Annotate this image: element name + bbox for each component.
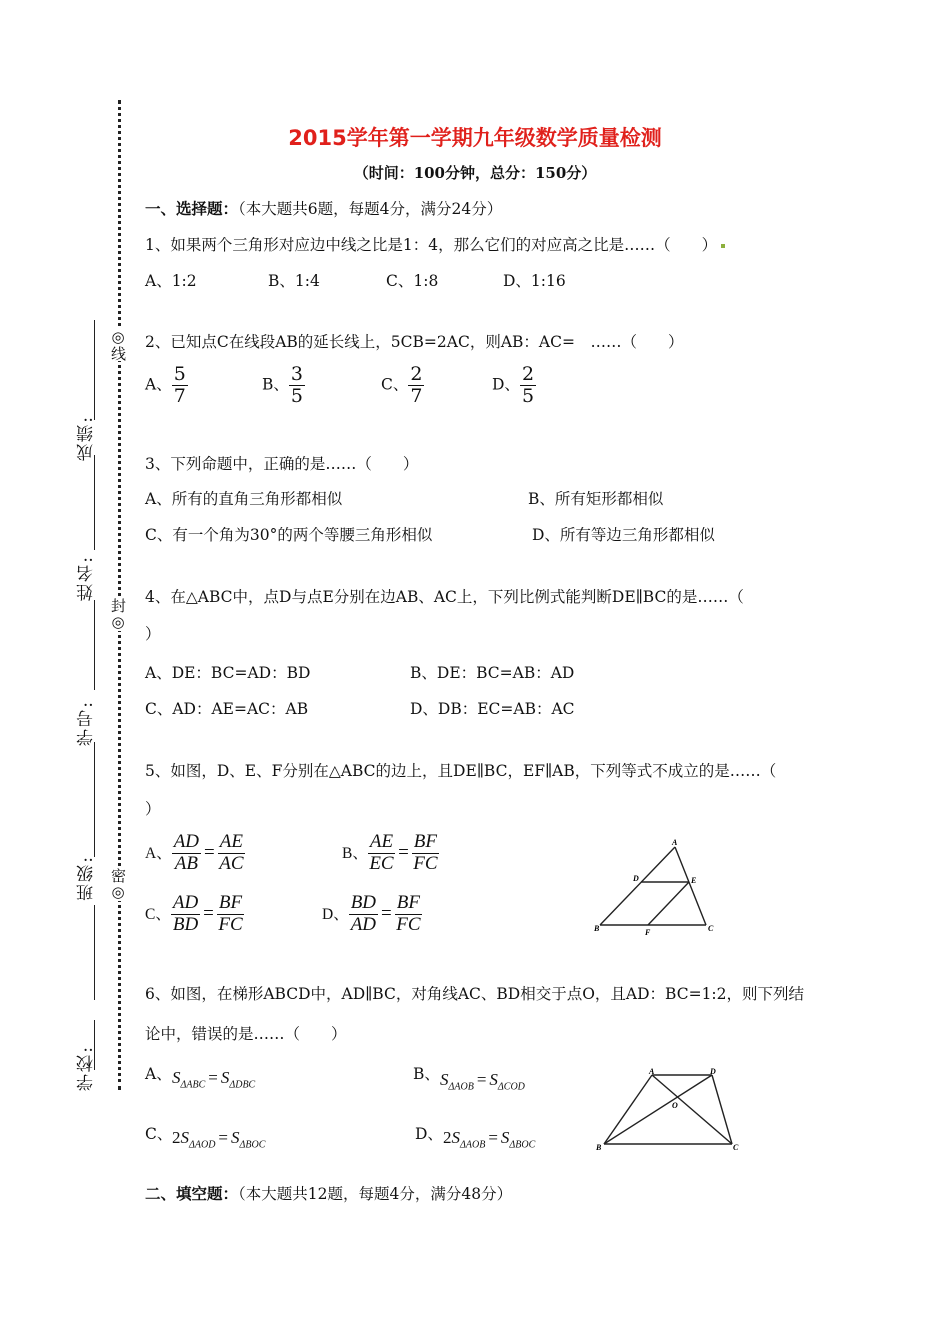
fraction: $\frac{2}{5}$ (521, 363, 535, 407)
q1-option-d[interactable]: D、1:16 (503, 272, 566, 290)
segment-ac (675, 847, 706, 925)
label-b: B (596, 1143, 602, 1152)
q6-option-a[interactable]: $S_{\Delta ABC} = S_{\Delta DBC}$ (172, 1068, 256, 1091)
fraction: $\frac{5}{7}$ (173, 363, 186, 407)
fraction: $\frac{2}{7}$ (410, 363, 423, 407)
fraction: $\frac{BD}{AD}$ (350, 892, 377, 935)
q4-option-c[interactable]: C、AD：AE=AC：AB (145, 700, 309, 718)
q6-stem-line2: 论中，错误的是……（ ） (145, 1025, 347, 1043)
fraction: $\frac{BF}{FC}$ (413, 831, 438, 874)
q4-stem: 4、在△ABC中，点D与点E分别在边AB、AC上，下列比例式能判断DE∥BC的是……（ (145, 588, 744, 606)
trapezoid-figure (592, 1066, 747, 1156)
q4-option-b[interactable]: B、DE：BC=AB：AD (410, 664, 575, 682)
diagonal-ac (652, 1075, 732, 1144)
q2-stem: 2、已知点C在线段AB的延长线上，5CB=2AC，则AB：AC= ……（ ） (145, 333, 684, 351)
q6-option-b[interactable]: $S_{\Delta AOB} = S_{\Delta COD}$ (440, 1070, 525, 1093)
label-f: F (645, 928, 651, 937)
fraction: $\frac{AD}{AB}$ (173, 831, 200, 874)
exam-subtitle: （时间：100分钟，总分：150分） (353, 164, 597, 182)
q4-option-a[interactable]: A、DE：BC=AD：BD (145, 664, 311, 682)
q3-option-b[interactable]: B、所有矩形都相似 (528, 490, 664, 508)
q1-option-c[interactable]: C、1:8 (386, 272, 439, 290)
line-mark: ◎线 (109, 328, 127, 361)
section2-header (145, 1182, 512, 1204)
q2-option-b[interactable]: B、 $\frac{3}{5}$ (262, 363, 303, 407)
name-label: 姓名: (77, 555, 97, 601)
label-a: A (649, 1067, 655, 1076)
fraction: $\frac{AE}{EC}$ (369, 831, 394, 874)
label-o: O (672, 1101, 678, 1110)
fraction: $\frac{3}{5}$ (290, 363, 303, 407)
q2-option-c[interactable]: C、 $\frac{2}{7}$ (381, 363, 423, 407)
q4-stem-end: ） (145, 625, 161, 643)
label-c: C (708, 924, 714, 933)
school-label: 学校: (77, 1045, 97, 1091)
label-b: B (594, 924, 600, 933)
top-blank[interactable] (94, 320, 95, 420)
section1-note: （本大题共6题，每题4分，满分24分） (238, 200, 503, 218)
q5-option-b[interactable]: B、 $\frac{AE}{EC}$ = $\frac{BF}{FC}$ (342, 831, 438, 874)
q6-option-c[interactable]: $2S_{\Delta AOD} = S_{\Delta BOC}$ (172, 1128, 266, 1151)
section1-heading: 一、选择题： (145, 199, 239, 218)
triangle-figure (590, 835, 720, 940)
q4-option-d[interactable]: D、DB：EC=AB：AC (410, 700, 575, 718)
label-a: A (672, 838, 678, 847)
q3-option-d[interactable]: D、所有等边三角形都相似 (532, 526, 715, 544)
green-dot-mark (721, 244, 725, 248)
q5-stem: 5、如图，D、E、F分别在△ABC的边上，且DE∥BC，EF∥AB，下列等式不成立的是……（ (145, 762, 777, 780)
q6-prefix-b: B、 (413, 1065, 440, 1083)
q6-prefix-a: A、 (145, 1065, 172, 1083)
label-c: C (733, 1143, 739, 1152)
name-blank[interactable] (94, 600, 95, 690)
class-label: 班级: (77, 855, 97, 901)
seal-mark: 封◎ (109, 598, 127, 631)
q2-option-d[interactable]: D、 $\frac{2}{5}$ (492, 363, 535, 407)
section2-note: （本大题共12题，每题4分，满分48分） (238, 1185, 513, 1203)
fraction: $\frac{BF}{FC}$ (218, 892, 243, 935)
q3-option-a[interactable]: A、所有的直角三角形都相似 (145, 490, 343, 508)
q6-option-d[interactable]: $2S_{\Delta AOB} = S_{\Delta BOC}$ (443, 1128, 536, 1151)
label-d: D (710, 1067, 716, 1076)
section2-heading: 二、填空题： (145, 1184, 239, 1203)
label-e: E (691, 876, 697, 885)
score-label: 成绩: (77, 415, 97, 461)
fraction: $\frac{AE}{AC}$ (219, 831, 244, 874)
secret-mark: 密◎ (109, 868, 127, 901)
q5-option-d[interactable]: D、 $\frac{BD}{AD}$ = $\frac{BF}{FC}$ (322, 892, 421, 935)
q5-option-c[interactable]: C、 $\frac{AD}{BD}$ = $\frac{BF}{FC}$ (145, 892, 243, 935)
segment-ab (604, 1075, 652, 1144)
section1-header (145, 197, 502, 219)
q3-stem: 3、下列命题中，正确的是……（ ） (145, 455, 419, 473)
diagonal-bd (604, 1075, 712, 1144)
fraction: $\frac{AD}{BD}$ (172, 892, 199, 935)
q1-option-b[interactable]: B、1:4 (268, 272, 320, 290)
q5-stem-end: ） (145, 800, 161, 818)
q6-stem-line1: 6、如图，在梯形ABCD中，AD∥BC，对角线AC、BD相交于点O，且AD：BC=1:2，则下列结 (145, 985, 805, 1003)
segment-ef (648, 882, 689, 925)
label-d: D (633, 874, 639, 883)
segment-ab (600, 847, 675, 925)
q2-option-a[interactable]: A、 $\frac{5}{7}$ (145, 363, 186, 407)
score-blank[interactable] (94, 455, 95, 550)
q3-option-c[interactable]: C、有一个角为30°的两个等腰三角形相似 (145, 526, 433, 544)
q6-prefix-c: C、 (145, 1125, 173, 1143)
number-blank[interactable] (94, 742, 95, 857)
fraction: $\frac{BF}{FC}$ (396, 892, 421, 935)
q6-prefix-d: D、 (415, 1125, 443, 1143)
segment-dc (712, 1075, 732, 1144)
number-label: 学号: (77, 700, 97, 746)
q1-option-a[interactable]: A、1:2 (145, 272, 197, 290)
q5-option-a[interactable]: A、 $\frac{AD}{AB}$ = $\frac{AE}{AC}$ (145, 831, 244, 874)
exam-title: 2015学年第一学期九年级数学质量检测 (288, 126, 662, 150)
binding-dotted-line (118, 100, 121, 1090)
class-blank[interactable] (94, 905, 95, 1000)
q1-stem: 1、如果两个三角形对应边中线之比是1：4，那么它们的对应高之比是……（ ） (145, 233, 725, 255)
